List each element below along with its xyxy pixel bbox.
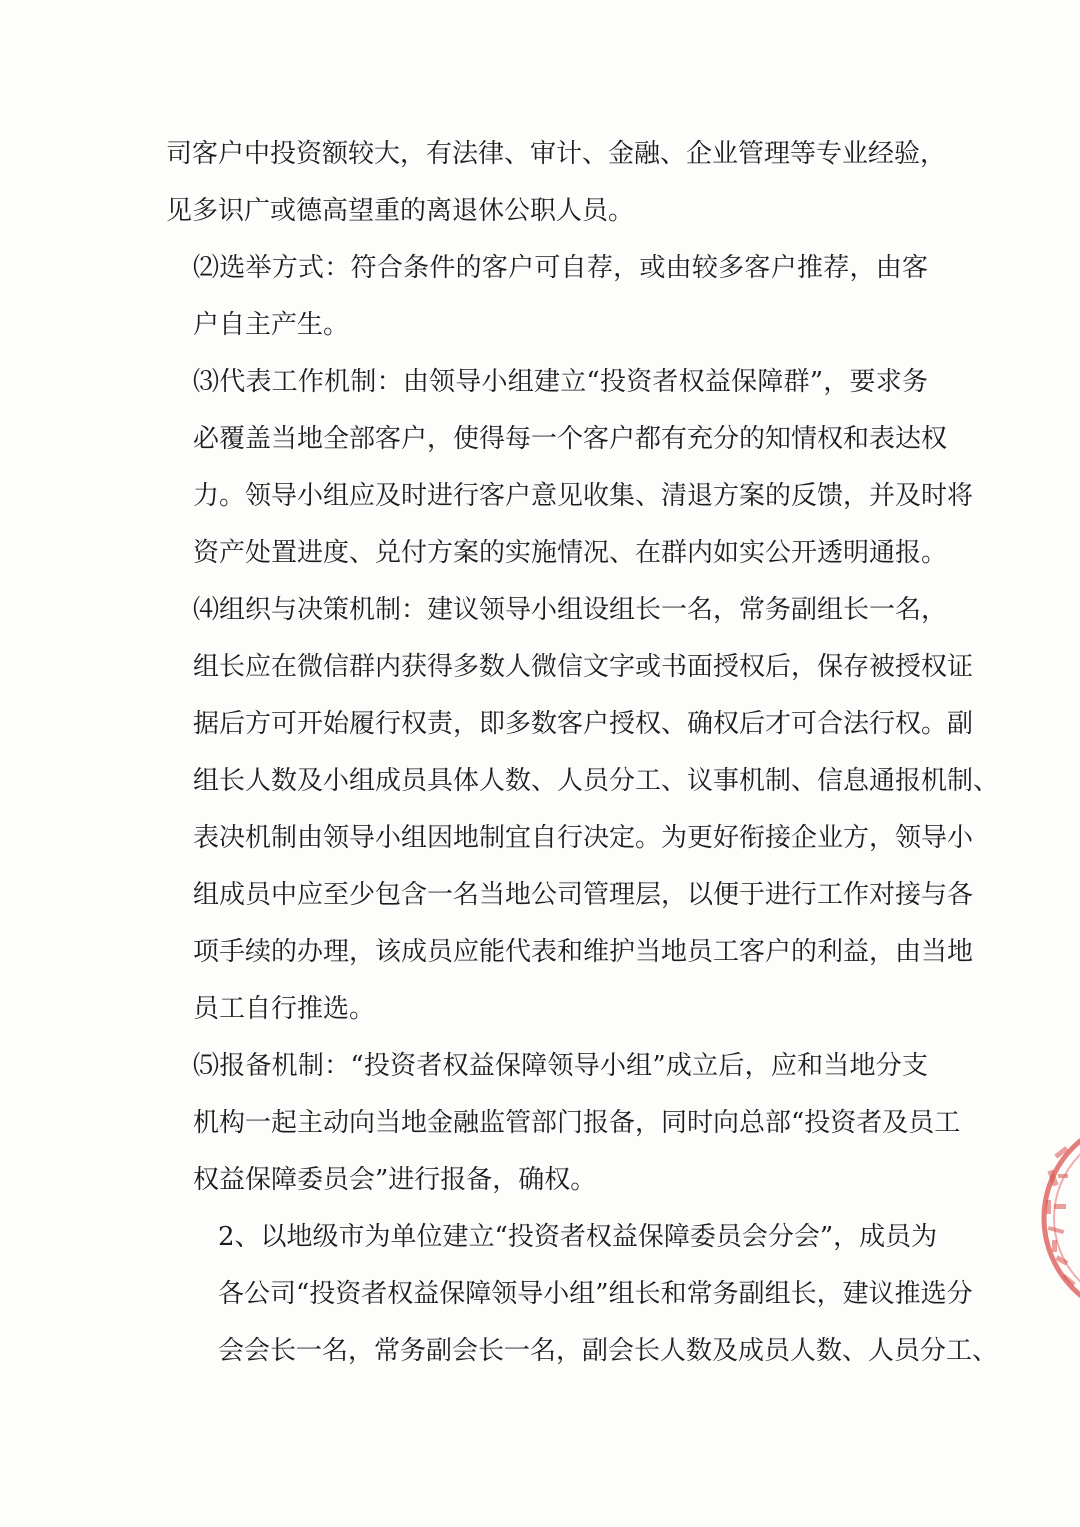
text-line: 员工自行推选。	[193, 994, 376, 1024]
red-seal-stamp-icon	[1032, 1108, 1080, 1328]
paragraph-item-2	[166, 1209, 999, 1380]
text-line: ⑸报备机制：“投资者权益保障领导小组”成立后，应和当地分支	[193, 1051, 928, 1081]
text-line: 组成员中应至少包含一名当地公司管理层，以便于进行工作对接与各	[193, 880, 974, 910]
text-line: 组长人数及小组成员具体人数、人员分工、议事机制、信息通报机制、	[193, 766, 1000, 796]
text-line: 户自主产生。	[193, 310, 350, 340]
text-line: 见多识广或德高望重的离退休公职人员。	[166, 196, 635, 226]
text-line: 权益保障委员会”进行报备，确权。	[193, 1165, 597, 1195]
text-line: 表决机制由领导小组因地制宜自行决定。为更好衔接企业方，领导小	[193, 823, 974, 853]
text-line: 力。领导小组应及时进行客户意见收集、清退方案的反馈，并及时将	[193, 481, 974, 511]
text-line: ⑶代表工作机制：由领导小组建立“投资者权益保障群”，要求务	[193, 367, 928, 397]
text-line: 项手续的办理，该成员应能代表和维护当地员工客户的利益，由当地	[193, 937, 974, 967]
paragraph-decision-mechanism	[166, 582, 1000, 1038]
text-line: ⑷组织与决策机制：建议领导小组设组长一名，常务副组长一名，	[193, 595, 948, 625]
paragraph-representative-mechanism	[166, 354, 974, 582]
text-line: 会会长一名，常务副会长一名，副会长人数及成员人数、人员分工、	[218, 1336, 999, 1366]
paragraph-filing-mechanism	[166, 1038, 961, 1209]
paragraph-election-method	[166, 240, 928, 354]
document-body	[166, 126, 1000, 1380]
text-line: ⑵选举方式：符合条件的客户可自荐，或由较多客户推荐，由客	[193, 253, 928, 283]
text-line: 机构一起主动向当地金融监管部门报备，同时向总部“投资者及员工	[193, 1108, 961, 1138]
text-line: 各公司“投资者权益保障领导小组”组长和常务副组长，建议推选分	[218, 1279, 973, 1309]
paragraph-1	[166, 126, 947, 240]
text-line: 资产处置进度、兑付方案的实施情况、在群内如实公开透明通报。	[193, 538, 948, 568]
text-line: 司客户中投资额较大，有法律、审计、金融、企业管理等专业经验，	[166, 139, 947, 169]
text-line: 必覆盖当地全部客户，使得每一个客户都有充分的知情权和表达权	[193, 424, 948, 454]
text-line: 2、以地级市为单位建立“投资者权益保障委员会分会”，成员为	[218, 1222, 938, 1252]
text-line: 据后方可开始履行权责，即多数客户授权、确权后才可合法行权。副	[193, 709, 974, 739]
text-line: 组长应在微信群内获得多数人微信文字或书面授权后，保存被授权证	[193, 652, 974, 682]
